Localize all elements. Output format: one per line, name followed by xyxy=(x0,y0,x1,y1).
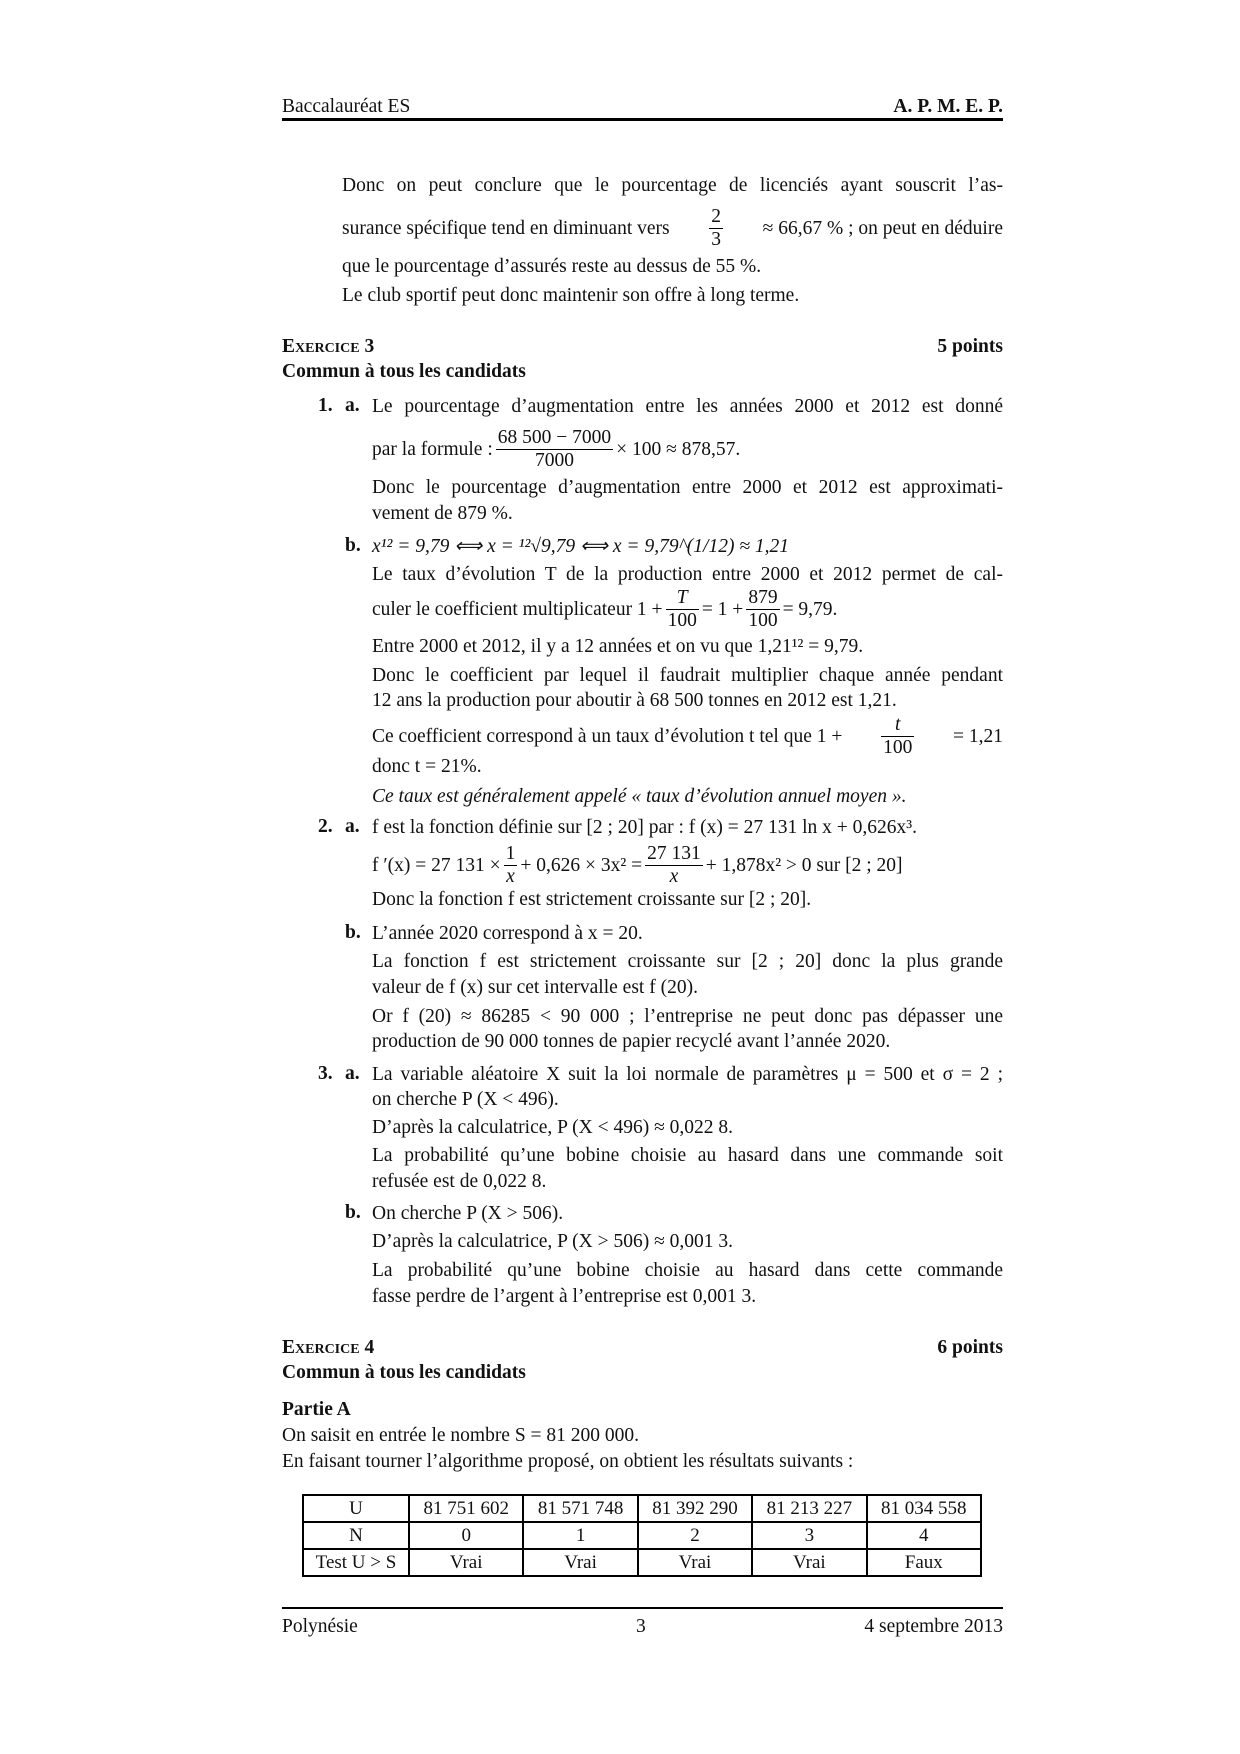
text: × 100 ≈ 878,57. xyxy=(616,438,741,460)
fraction: $\frac{T}{100}$ xyxy=(667,587,697,631)
remark-line: Ce taux est généralement appelé « taux d’évolution annuel moyen ». xyxy=(372,786,907,807)
answer-line: D’après la calculatrice, P (X > 506) ≈ 0,001 3. xyxy=(372,1231,734,1252)
exercise-3-title: Exercice 3 xyxy=(282,336,375,357)
intro-line xyxy=(342,206,1003,251)
question-number: 1. xyxy=(318,395,333,416)
table-cell: 81 034 558 xyxy=(867,1495,981,1522)
table-cell: Vrai xyxy=(638,1549,752,1576)
table-cell: Vrai xyxy=(409,1549,523,1576)
answer-line: Le pourcentage d’augmentation entre les années 2000 et 2012 est donné xyxy=(372,396,1003,417)
header-left: Baccalauréat ES xyxy=(282,96,411,117)
answer-line: valeur de f (x) sur cet intervalle est f (20). xyxy=(372,977,698,998)
answer-line: Ce coefficient correspond à un taux d’évolution t tel que 1 + $\frac{t}{100}$ = 1,21 xyxy=(372,714,1003,758)
table-cell: 4 xyxy=(867,1522,981,1549)
question-number: 2. xyxy=(318,816,333,837)
subquestion-label: b. xyxy=(345,1202,361,1223)
answer-line: 12 ans la production pour aboutir à 68 500 tonnes en 2012 est 1,21. xyxy=(372,690,897,711)
table-cell: 2 xyxy=(638,1522,752,1549)
table-cell: Faux xyxy=(867,1549,981,1576)
fraction: $\frac{68 500 - 7000}{7000}$ xyxy=(497,427,612,471)
table-cell: U xyxy=(303,1495,409,1522)
partie-heading: Partie A xyxy=(282,1399,351,1420)
header-rule xyxy=(282,118,1003,121)
table-cell: Vrai xyxy=(523,1549,637,1576)
subquestion-label: a. xyxy=(345,395,360,416)
table-cell: Vrai xyxy=(752,1549,866,1576)
answer-line: Entre 2000 et 2012, il y a 12 années et on vu que 1,21¹² = 9,79. xyxy=(372,636,864,657)
answer-line: refusée est de 0,022 8. xyxy=(372,1171,547,1192)
question-number: 3. xyxy=(318,1063,333,1084)
page-number: 3 xyxy=(636,1616,646,1637)
answer-line: La probabilité qu’une bobine choisie au hasard dans une commande soit xyxy=(372,1145,1003,1166)
table-cell: Test U > S xyxy=(303,1549,409,1576)
intro-line: Donc on peut conclure que le pourcentage de licenciés ayant souscrit l’as- xyxy=(342,175,1003,196)
equation-line: x¹² = 9,79 ⟺ x = ¹²√9,79 ⟺ x = 9,79^(1/12) ≈ 1,21 xyxy=(372,536,790,557)
answer-line: culer le coefficient multiplicateur 1 + $\frac{T}{100}$ = 1 + $\frac{879}{100}$ = 9,79. xyxy=(372,587,838,631)
answer-line: on cherche P (X < 496). xyxy=(372,1089,559,1110)
footer-left: Polynésie xyxy=(282,1616,358,1637)
table-cell: 81 571 748 xyxy=(523,1495,637,1522)
table-cell: 81 751 602 xyxy=(409,1495,523,1522)
answer-line: fasse perdre de l’argent à l’entreprise est 0,001 3. xyxy=(372,1286,757,1307)
answer-line xyxy=(372,427,740,472)
answer-line: D’après la calculatrice, P (X < 496) ≈ 0,022 8. xyxy=(372,1117,734,1138)
answer-line: La fonction f est strictement croissante sur [2 ; 20] donc la plus grande xyxy=(372,951,1003,972)
answer-line: On cherche P (X > 506). xyxy=(372,1203,564,1224)
text: ≈ 66,67 % ; on peut en déduire xyxy=(762,217,1003,239)
fraction xyxy=(709,206,723,251)
answer-line: La probabilité qu’une bobine choisie au hasard dans cette commande xyxy=(372,1260,1003,1281)
fraction: $\frac{879}{100}$ xyxy=(748,587,778,631)
exercise-4-points: 6 points xyxy=(937,1337,1003,1358)
subquestion-label: b. xyxy=(345,922,361,943)
answer-line: Donc la fonction f est strictement croissante sur [2 ; 20]. xyxy=(372,889,812,910)
fraction: $\frac{t}{100}$ xyxy=(883,714,913,758)
subquestion-label: b. xyxy=(345,535,361,556)
denominator: 3 xyxy=(711,229,722,250)
table-cell: 1 xyxy=(523,1522,637,1549)
answer-line: f est la fonction définie sur [2 ; 20] par : f (x) = 27 131 ln x + 0,626x³. xyxy=(372,817,918,838)
table-cell: 3 xyxy=(752,1522,866,1549)
text: par la formule : xyxy=(372,438,493,460)
table-cell: 81 392 290 xyxy=(638,1495,752,1522)
exercise-3-subtitle: Commun à tous les candidats xyxy=(282,361,526,382)
answer-line: La variable aléatoire X suit la loi normale de paramètres μ = 500 et σ = 2 ; xyxy=(372,1064,1003,1085)
table-cell: N xyxy=(303,1522,409,1549)
text-line: On saisit en entrée le nombre S = 81 200 000. xyxy=(282,1425,640,1446)
text-line: En faisant tourner l’algorithme proposé, on obtient les résultats suivants : xyxy=(282,1451,854,1472)
table-cell: 0 xyxy=(409,1522,523,1549)
results-table xyxy=(302,1494,982,1577)
table-row xyxy=(303,1549,981,1576)
answer-line: production de 90 000 tonnes de papier recyclé avant l’année 2020. xyxy=(372,1031,891,1052)
subquestion-label: a. xyxy=(345,1063,360,1084)
fraction: $\frac{27 131}{x}$ xyxy=(647,843,701,887)
footer-rule xyxy=(282,1607,1003,1609)
intro-line: que le pourcentage d’assurés reste au dessus de 55 %. xyxy=(342,256,762,277)
answer-line: Donc le pourcentage d’augmentation entre 2000 et 2012 est approximati- xyxy=(372,477,1003,498)
answer-line: donc t = 21%. xyxy=(372,756,482,777)
exercise-4-title: Exercice 4 xyxy=(282,1337,375,1358)
table-cell: 81 213 227 xyxy=(752,1495,866,1522)
answer-line: vement de 879 %. xyxy=(372,503,513,524)
answer-line: Donc le coefficient par lequel il faudrait multiplier chaque année pendant xyxy=(372,665,1003,686)
header-right: A. P. M. E. P. xyxy=(893,96,1003,117)
footer-date: 4 septembre 2013 xyxy=(864,1616,1003,1637)
table-row xyxy=(303,1495,981,1522)
exercise-3-points: 5 points xyxy=(937,336,1003,357)
fraction: $\frac{1}{x}$ xyxy=(505,843,516,887)
table-row xyxy=(303,1522,981,1549)
intro-line: Le club sportif peut donc maintenir son offre à long terme. xyxy=(342,285,800,306)
numerator: 2 xyxy=(711,206,722,227)
text: surance spécifique tend en diminuant vers xyxy=(342,217,670,239)
exercise-4-subtitle: Commun à tous les candidats xyxy=(282,1362,526,1383)
subquestion-label: a. xyxy=(345,816,360,837)
answer-line: f ′(x) = 27 131 × $\frac{1}{x}$ + 0,626 × 3x² = $\frac{27 131}{x}$ + 1,878x² > 0 sur [2 ; 20] xyxy=(372,843,903,887)
answer-line: Or f (20) ≈ 86285 < 90 000 ; l’entreprise ne peut donc pas dépasser une xyxy=(372,1006,1003,1027)
answer-line: Le taux d’évolution T de la production entre 2000 et 2012 permet de cal- xyxy=(372,564,1003,585)
answer-line: L’année 2020 correspond à x = 20. xyxy=(372,923,643,944)
